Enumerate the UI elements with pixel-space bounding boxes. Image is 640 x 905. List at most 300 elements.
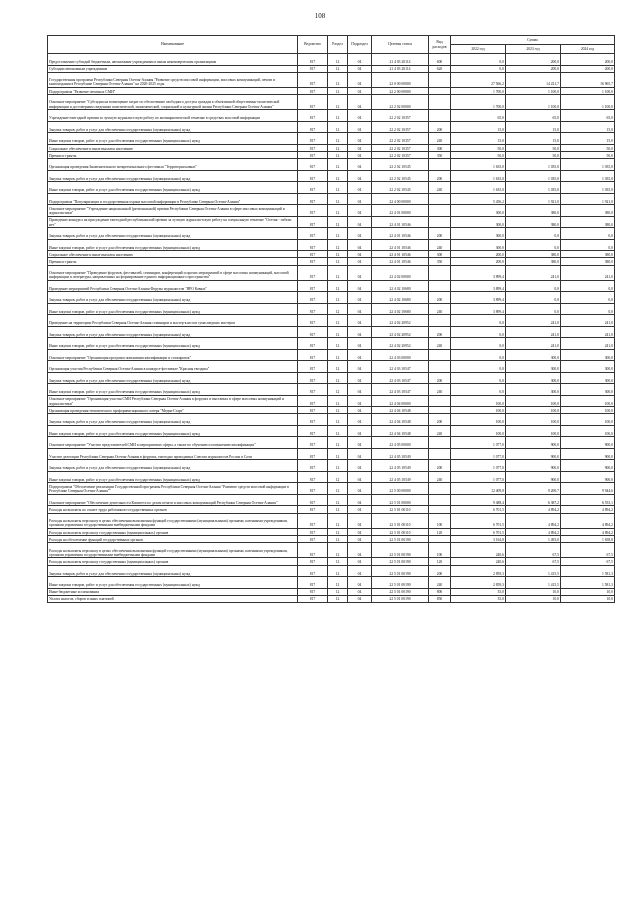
- row-target: 22 2 02 10357: [372, 121, 429, 133]
- row-name: Участие делегации Республики Северная Осетия-Алания в форумах, ежегодно проводимых Союзом журналистов России в Сочи: [48, 448, 298, 460]
- row-sum-2022: 15,0: [451, 121, 506, 133]
- row-name: Закупка товаров, работ и услуг для обеспечения государственных (муниципальных) нужд: [48, 565, 298, 577]
- row-ministry: 817: [298, 395, 328, 407]
- row-target: 22 5 01 00190: [372, 535, 429, 542]
- row-target: 22 0 00 00000: [372, 72, 429, 87]
- row-sum-2022: 50,0: [451, 151, 506, 158]
- row-subsection: 04: [348, 265, 372, 280]
- row-section: 12: [328, 483, 348, 495]
- table-header: [48, 36, 615, 54]
- row-exp-type: [429, 535, 451, 542]
- row-exp-type: [429, 437, 451, 449]
- table-row: [48, 144, 615, 151]
- row-section: 12: [328, 228, 348, 240]
- row-ministry: 817: [298, 384, 328, 396]
- row-ministry: 817: [298, 425, 328, 437]
- row-sum-2024: 65,0: [561, 110, 615, 122]
- row-sum-2023: 10,0: [506, 595, 561, 602]
- row-sum-2024: 1 581,3: [561, 565, 615, 577]
- row-sum-2023: 4 894,2: [506, 506, 561, 513]
- row-sum-2024: 100,0: [561, 425, 615, 437]
- row-section: 12: [328, 193, 348, 205]
- row-ministry: 817: [298, 494, 328, 506]
- row-section: 12: [328, 72, 348, 87]
- row-exp-type: [429, 407, 451, 414]
- row-sum-2022: 200,0: [451, 251, 506, 258]
- row-name: Премии и гранты: [48, 151, 298, 158]
- row-sum-2022: 65,0: [451, 110, 506, 122]
- row-sum-2022: 1 635,0: [451, 182, 506, 194]
- table-row: [48, 216, 615, 228]
- row-sum-2024: 0,0: [561, 239, 615, 251]
- row-ministry: 817: [298, 437, 328, 449]
- table-row: [48, 110, 615, 122]
- row-exp-type: [429, 506, 451, 513]
- row-target: 22 4 04 10548: [372, 425, 429, 437]
- row-sum-2023: 1 415,5: [506, 565, 561, 577]
- row-ministry: 817: [298, 372, 328, 384]
- row-exp-type: 200: [429, 121, 451, 133]
- row-target: 22 4 02 10680: [372, 280, 429, 292]
- row-subsection: 04: [348, 595, 372, 602]
- row-ministry: 817: [298, 216, 328, 228]
- row-name: Иные закупки товаров, работ и услуг для обеспечения государственных (муниципальных) нужд: [48, 239, 298, 251]
- table-row: [48, 528, 615, 535]
- budget-table: [47, 35, 615, 603]
- table-row: [48, 361, 615, 373]
- row-section: 12: [328, 471, 348, 483]
- row-subsection: 04: [348, 326, 372, 338]
- row-sum-2023: 9 200,7: [506, 483, 561, 495]
- row-sum-2024: 200,0: [561, 65, 615, 72]
- row-sum-2023: 0,0: [506, 280, 561, 292]
- row-subsection: 04: [348, 280, 372, 292]
- row-ministry: 817: [298, 65, 328, 72]
- row-sum-2024: 6 553,1: [561, 494, 615, 506]
- table-row: [48, 414, 615, 426]
- row-target: 22 2 02 10357: [372, 110, 429, 122]
- row-name: Подпрограмма "Популяризация и государственная охрана массовой информации в Республике Северная Осетия-Алания": [48, 193, 298, 205]
- page-number: 108: [314, 12, 326, 20]
- row-sum-2024: 300,0: [561, 372, 615, 384]
- row-sum-2024: 1 035,0: [561, 170, 615, 182]
- row-subsection: 04: [348, 133, 372, 145]
- table-row: [48, 471, 615, 483]
- table-row: [48, 265, 615, 280]
- row-exp-type: [429, 87, 451, 94]
- row-sum-2023: 1 035,0: [506, 182, 561, 194]
- row-name: Премии и гранты: [48, 258, 298, 265]
- row-sum-2022: 50,0: [451, 144, 506, 151]
- row-target: 22 5 01 00190: [372, 543, 429, 558]
- row-subsection: 04: [348, 110, 372, 122]
- row-sum-2023: 100,0: [506, 407, 561, 414]
- row-ministry: 817: [298, 170, 328, 182]
- row-target: 22 2 02 10545: [372, 159, 429, 171]
- row-sum-2023: 15,0: [506, 133, 561, 145]
- row-exp-type: 200: [429, 170, 451, 182]
- row-exp-type: 120: [429, 558, 451, 565]
- table-row: [48, 159, 615, 171]
- row-target: 22 4 05 10549: [372, 460, 429, 472]
- row-sum-2024: 300,0: [561, 384, 615, 396]
- row-sum-2023: 900,0: [506, 471, 561, 483]
- row-name: Проведение мероприятий Республики Северная Осетия-Алания Форума журналистов "ЯРО Кавказ": [48, 280, 298, 292]
- row-sum-2023: 300,0: [506, 384, 561, 396]
- row-name: Основное мероприятие "Организация программ повышения квалификации и стажировок": [48, 349, 298, 361]
- row-name: Учреждение ежегодной премии за лучшую журналистскую работу по антинаркотической тематике в средствах массовой информации: [48, 110, 298, 122]
- row-target: 22 4 01 00000: [372, 205, 429, 217]
- row-sum-2024: 1 035,0: [561, 182, 615, 194]
- row-exp-type: 240: [429, 303, 451, 315]
- row-sum-2024: 0,0: [561, 228, 615, 240]
- row-ministry: 817: [298, 303, 328, 315]
- header-sum: Сумма: [451, 36, 615, 45]
- row-sum-2024: 380,0: [561, 258, 615, 265]
- row-ministry: 817: [298, 258, 328, 265]
- row-subsection: 04: [348, 303, 372, 315]
- table-row: [48, 437, 615, 449]
- table-row: [48, 395, 615, 407]
- row-sum-2024: 1 658,8: [561, 535, 615, 542]
- row-section: 12: [328, 87, 348, 94]
- row-section: 12: [328, 494, 348, 506]
- row-subsection: 04: [348, 65, 372, 72]
- row-target: 22 5 01 00190: [372, 595, 429, 602]
- row-exp-type: [429, 395, 451, 407]
- row-exp-type: 100: [429, 543, 451, 558]
- row-sum-2022: 6 701,5: [451, 528, 506, 535]
- row-sum-2024: 50,0: [561, 144, 615, 151]
- row-subsection: 04: [348, 144, 372, 151]
- table-row: [48, 372, 615, 384]
- row-section: 12: [328, 543, 348, 558]
- row-subsection: 04: [348, 239, 372, 251]
- table-row: [48, 65, 615, 72]
- row-sum-2022: 35,0: [451, 595, 506, 602]
- row-sum-2022: 1 077,0: [451, 471, 506, 483]
- row-subsection: 04: [348, 395, 372, 407]
- row-subsection: 04: [348, 577, 372, 589]
- row-section: 12: [328, 361, 348, 373]
- row-name: Основное мероприятие "Обеспечение деятельности Комитета по делам печати и массовых коммуникаций Республики Северная Осетия-Алания": [48, 494, 298, 506]
- row-section: 12: [328, 565, 348, 577]
- row-target: 22 4 02 10680: [372, 303, 429, 315]
- row-section: 12: [328, 414, 348, 426]
- row-subsection: 04: [348, 535, 372, 542]
- table-row: [48, 535, 615, 542]
- row-sum-2024: 1 100,0: [561, 87, 615, 94]
- row-name: Иные закупки товаров, работ и услуг для обеспечения государственных (муниципальных) нужд: [48, 425, 298, 437]
- row-name: Закупка товаров, работ и услуг для обеспечения государственных (муниципальных) нужд: [48, 170, 298, 182]
- row-sum-2024: 380,0: [561, 205, 615, 217]
- header-2024: 2024 год: [561, 45, 615, 54]
- row-sum-2022: 2 859,3: [451, 565, 506, 577]
- row-exp-type: 200: [429, 460, 451, 472]
- table-row: [48, 280, 615, 292]
- row-exp-type: 240: [429, 384, 451, 396]
- row-name: Закупка товаров, работ и услуг для обеспечения государственных (муниципальных) нужд: [48, 326, 298, 338]
- row-ministry: 817: [298, 193, 328, 205]
- row-name: Иные закупки товаров, работ и услуг для обеспечения государственных (муниципальных) нужд: [48, 133, 298, 145]
- row-subsection: 04: [348, 182, 372, 194]
- row-section: 12: [328, 95, 348, 110]
- row-ministry: 817: [298, 205, 328, 217]
- row-target: 22 2 02 10357: [372, 133, 429, 145]
- row-target: 22 5 01 00190: [372, 577, 429, 589]
- row-name: Основное мероприятие "Проведение форумов, фестивалей, семинаров, конференций и прочих мероприятий в сфере массовых коммуникаций, массовой информации и литературы, направленных на формирование единого информационного пространства": [48, 265, 298, 280]
- row-ministry: 817: [298, 543, 328, 558]
- header-subsection: Подраздел: [348, 36, 372, 54]
- row-sum-2024: 300,0: [561, 349, 615, 361]
- row-ministry: 817: [298, 121, 328, 133]
- row-section: 12: [328, 558, 348, 565]
- row-section: 12: [328, 349, 348, 361]
- row-name: Организация участия Республики Северная Осетия-Алания в конкурсе-фестивале "Красная гвоздика": [48, 361, 298, 373]
- row-ministry: 817: [298, 239, 328, 251]
- row-name: Иные закупки товаров, работ и услуг для обеспечения государственных (муниципальных) нужд: [48, 471, 298, 483]
- row-section: 12: [328, 395, 348, 407]
- row-sum-2024: 380,0: [561, 216, 615, 228]
- row-sum-2023: 300,0: [506, 372, 561, 384]
- row-sum-2024: 900,0: [561, 471, 615, 483]
- table-row: [48, 513, 615, 528]
- row-sum-2022: 1 635,0: [451, 159, 506, 171]
- row-ministry: 817: [298, 182, 328, 194]
- row-target: 22 2 00 00000: [372, 87, 429, 94]
- row-sum-2024: 241,0: [561, 315, 615, 327]
- row-ministry: 817: [298, 315, 328, 327]
- row-subsection: 04: [348, 251, 372, 258]
- row-sum-2023: 200,0: [506, 65, 561, 72]
- row-sum-2023: 4 894,2: [506, 513, 561, 528]
- row-exp-type: 240: [429, 425, 451, 437]
- row-ministry: 817: [298, 528, 328, 535]
- row-exp-type: 200: [429, 565, 451, 577]
- row-ministry: 817: [298, 448, 328, 460]
- row-target: 22 4 02 00000: [372, 265, 429, 280]
- row-target: 22 4 04 10548: [372, 414, 429, 426]
- table-row: [48, 182, 615, 194]
- row-target: 22 2 02 10545: [372, 170, 429, 182]
- table-row: [48, 133, 615, 145]
- table-body: [48, 54, 615, 603]
- row-subsection: 04: [348, 54, 372, 66]
- row-sum-2023: 1 035,0: [506, 170, 561, 182]
- row-name: Основное мероприятие "Учреждение национальной (региональной) премии Республики Северная Осетия-Алания в сфере массовых коммуникаций и журналистики": [48, 205, 298, 217]
- row-sum-2022: 100,0: [451, 395, 506, 407]
- row-exp-type: [429, 110, 451, 122]
- row-exp-type: 240: [429, 338, 451, 350]
- row-exp-type: 620: [429, 65, 451, 72]
- row-name: Подпрограмма "Обеспечение реализации Государственной программы Республики Северная Осетия-Алания "Развитие средств массовой информации в Республике Северная Осетия-Алания"": [48, 483, 298, 495]
- row-section: 12: [328, 151, 348, 158]
- row-sum-2022: 200,0: [451, 258, 506, 265]
- row-exp-type: [429, 494, 451, 506]
- row-sum-2022: 1 077,0: [451, 460, 506, 472]
- row-target: 22 2 02 10545: [372, 182, 429, 194]
- row-name: Иные закупки товаров, работ и услуг для обеспечения государственных (муниципальных) нужд: [48, 182, 298, 194]
- row-exp-type: 100: [429, 513, 451, 528]
- row-name: Организация проведения Знаменательного межрегионального фестиваля "Территория кавказ": [48, 159, 298, 171]
- row-exp-type: 850: [429, 595, 451, 602]
- row-sum-2024: 0,0: [561, 280, 615, 292]
- row-sum-2022: 100,0: [451, 407, 506, 414]
- row-section: 12: [328, 265, 348, 280]
- row-sum-2024: 300,0: [561, 361, 615, 373]
- row-section: 12: [328, 513, 348, 528]
- table-row: [48, 170, 615, 182]
- row-sum-2023: 1 921,0: [506, 193, 561, 205]
- row-target: 22 4 01 10546: [372, 228, 429, 240]
- row-ministry: 817: [298, 54, 328, 66]
- row-ministry: 817: [298, 151, 328, 158]
- row-ministry: 817: [298, 407, 328, 414]
- row-subsection: 04: [348, 483, 372, 495]
- row-sum-2022: 1 635,0: [451, 170, 506, 182]
- row-sum-2022: 2 859,3: [451, 577, 506, 589]
- row-target: 22 4 04 10548: [372, 407, 429, 414]
- row-ministry: 817: [298, 577, 328, 589]
- table-row: [48, 595, 615, 602]
- header-2022: 2022 год: [451, 45, 506, 54]
- row-ministry: 817: [298, 565, 328, 577]
- row-name: Закупка товаров, работ и услуг для обеспечения государственных (муниципальных) нужд: [48, 228, 298, 240]
- row-sum-2022: 300,0: [451, 239, 506, 251]
- row-subsection: 04: [348, 159, 372, 171]
- row-sum-2023: 0,0: [506, 303, 561, 315]
- table-row: [48, 460, 615, 472]
- row-sum-2024: 4 894,2: [561, 506, 615, 513]
- row-exp-type: 800: [429, 588, 451, 595]
- row-name: Социальное обеспечение и иные выплаты населению: [48, 251, 298, 258]
- row-target: 22 4 03 10547: [372, 361, 429, 373]
- row-sum-2024: 0,0: [561, 303, 615, 315]
- row-sum-2024: 67,5: [561, 558, 615, 565]
- row-sum-2024: 900,0: [561, 437, 615, 449]
- row-sum-2023: 100,0: [506, 414, 561, 426]
- row-ministry: 817: [298, 595, 328, 602]
- row-section: 12: [328, 205, 348, 217]
- row-sum-2024: 15,0: [561, 133, 615, 145]
- row-exp-type: [429, 265, 451, 280]
- row-section: 12: [328, 251, 348, 258]
- row-sum-2022: 3 164,8: [451, 535, 506, 542]
- row-sum-2023: 50,0: [506, 151, 561, 158]
- row-sum-2022: 300,0: [451, 216, 506, 228]
- row-sum-2022: 3 899,4: [451, 303, 506, 315]
- row-subsection: 04: [348, 95, 372, 110]
- row-section: 12: [328, 216, 348, 228]
- table-row: [48, 494, 615, 506]
- row-subsection: 04: [348, 543, 372, 558]
- row-sum-2023: 300,0: [506, 361, 561, 373]
- row-name: Расходы на выплаты персоналу в целях обеспечения выполнения функций государственными (муниципальными) органами, казенными учреждениями, органами управления государственными внебюджетными фондами: [48, 513, 298, 528]
- row-sum-2024: 100,0: [561, 395, 615, 407]
- row-target: 22 4 03 10547: [372, 372, 429, 384]
- table-row: [48, 193, 615, 205]
- row-exp-type: 300: [429, 251, 451, 258]
- table-row: [48, 292, 615, 304]
- row-target: 22 5 01 00190: [372, 558, 429, 565]
- row-subsection: 04: [348, 588, 372, 595]
- row-sum-2022: 240,6: [451, 543, 506, 558]
- row-sum-2022: 0,0: [451, 384, 506, 396]
- row-ministry: 817: [298, 251, 328, 258]
- row-name: Закупка товаров, работ и услуг для обеспечения государственных (муниципальных) нужд: [48, 292, 298, 304]
- row-sum-2024: 241,0: [561, 265, 615, 280]
- table-row: [48, 121, 615, 133]
- row-subsection: 04: [348, 372, 372, 384]
- row-sum-2024: 4 894,2: [561, 528, 615, 535]
- row-sum-2023: 241,0: [506, 315, 561, 327]
- table-row: [48, 326, 615, 338]
- row-target: 21 4 03 20114: [372, 65, 429, 72]
- row-target: 22 4 02 10680: [372, 292, 429, 304]
- row-sum-2022: 6 701,5: [451, 513, 506, 528]
- row-section: 12: [328, 159, 348, 171]
- row-name: Расходы на выплаты персоналу в целях обеспечения выполнения функций государственными (муниципальными) органами, казенными учреждениями, органами управления государственными внебюджетными фондами: [48, 543, 298, 558]
- table-row: [48, 448, 615, 460]
- row-sum-2023: 1 035,0: [506, 159, 561, 171]
- row-sum-2024: 100,0: [561, 414, 615, 426]
- row-subsection: 04: [348, 513, 372, 528]
- row-section: 12: [328, 588, 348, 595]
- row-sum-2022: 0,0: [451, 65, 506, 72]
- row-exp-type: [429, 448, 451, 460]
- table-row: [48, 258, 615, 265]
- row-sum-2022: 0,0: [451, 326, 506, 338]
- row-ministry: 817: [298, 460, 328, 472]
- row-target: 22 2 02 00000: [372, 95, 429, 110]
- row-sum-2023: 65,0: [506, 110, 561, 122]
- row-exp-type: [429, 95, 451, 110]
- row-ministry: 817: [298, 280, 328, 292]
- row-target: 22 4 02 20952: [372, 315, 429, 327]
- row-sum-2022: 300,0: [451, 205, 506, 217]
- table-row: [48, 384, 615, 396]
- row-sum-2022: 300,0: [451, 228, 506, 240]
- table-row: [48, 205, 615, 217]
- row-subsection: 04: [348, 315, 372, 327]
- row-subsection: 04: [348, 338, 372, 350]
- table-row: [48, 565, 615, 577]
- row-subsection: 04: [348, 414, 372, 426]
- table-row: [48, 425, 615, 437]
- row-ministry: 817: [298, 361, 328, 373]
- row-section: 12: [328, 528, 348, 535]
- row-section: 12: [328, 170, 348, 182]
- row-name: Государственная программа Республики Северная Осетия-Алания "Развитие средств массовой информации, массовых коммуникаций, печати и книгоиздания в Республике Северная Осетия-Алания" на 2020-2025 годы: [48, 72, 298, 87]
- row-exp-type: [429, 361, 451, 373]
- row-section: 12: [328, 372, 348, 384]
- row-subsection: 04: [348, 460, 372, 472]
- row-subsection: 04: [348, 121, 372, 133]
- row-exp-type: 350: [429, 151, 451, 158]
- row-target: 22 4 03 00000: [372, 349, 429, 361]
- row-exp-type: 200: [429, 414, 451, 426]
- row-sum-2023: 300,0: [506, 349, 561, 361]
- row-sum-2022: 0,0: [451, 54, 506, 66]
- row-section: 12: [328, 292, 348, 304]
- row-name: Подпрограмма "Развитие печатных СМИ": [48, 87, 298, 94]
- row-ministry: 817: [298, 326, 328, 338]
- row-sum-2023: 1 415,5: [506, 577, 561, 589]
- row-section: 12: [328, 506, 348, 513]
- row-sum-2024: 900,0: [561, 448, 615, 460]
- row-sum-2023: 380,0: [506, 205, 561, 217]
- row-section: 12: [328, 182, 348, 194]
